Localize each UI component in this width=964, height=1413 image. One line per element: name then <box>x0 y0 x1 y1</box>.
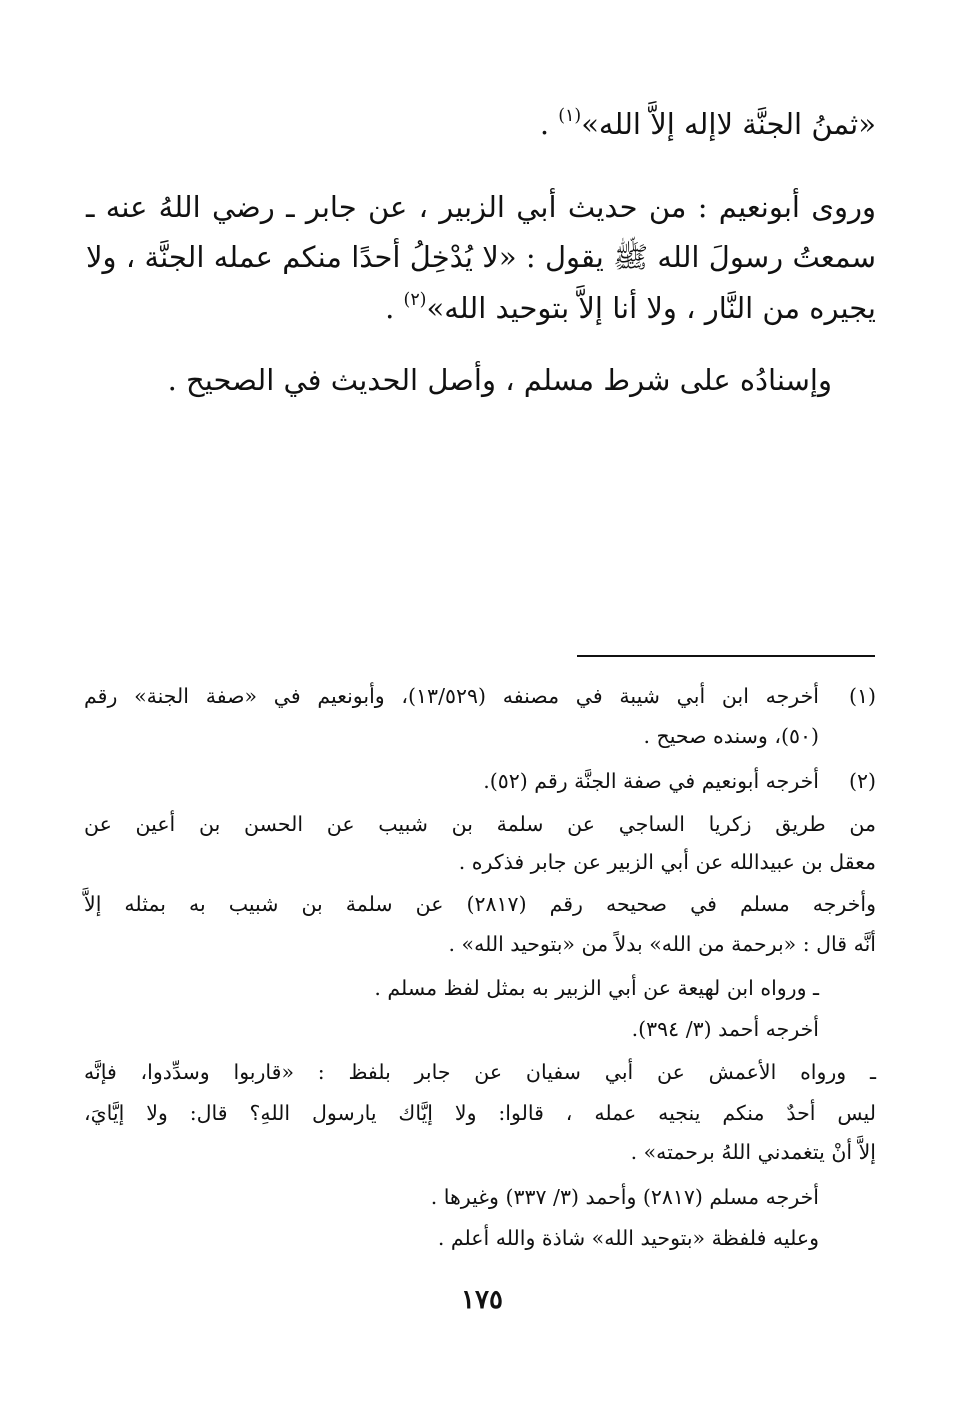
footnote-number-2: (٢) <box>848 769 876 793</box>
footnote-1-line-2: (٥٠)، وسنده صحيح . <box>643 724 819 748</box>
footnote-2-line-3: معقل بن عبيدالله عن أبي الزبير عن جابر فذكره . <box>458 850 876 874</box>
footnote-2-line-4: وأخرجه مسلم في صحيحه رقم (٢٨١٧) عن سلمة بن شبيب به بمثله إلاَّ <box>84 892 876 916</box>
main-line-2: وروى أبونعيم : من حديث أبي الزبير ، عن جابر ـ رضي اللهُ عنه ـ <box>86 190 876 224</box>
footnote-1-line-1: أخرجه ابن أبي شيبة في مصنفه (١٣/٥٢٩)، وأبونعيم في «صفة الجنة» رقم <box>84 684 819 708</box>
main-line-4: يجيره من النَّار ، ولا أنا إلاَّ بتوحيد الله»$^{(٢)}$ . <box>385 289 876 325</box>
footnote-2-line-6: ـ ورواه ابن لهيعة عن أبي الزبير به بمثل لفظ مسلم . <box>374 976 819 1000</box>
footnote-2-line-1: أخرجه أبونعيم في صفة الجنَّة رقم (٥٢). <box>483 769 819 793</box>
main-line-3: سمعتُ رسولَ الله ﷺ يقول : «لا يُدْخِلُ أحدًا منكم عمله الجنَّة ، ولا <box>86 240 876 274</box>
footnote-2-line-2: من طريق زكريا الساجي عن سلمة بن شبيب عن الحسن بن أعين عن <box>84 812 876 836</box>
footnote-2-line-10: إلاَّ أنْ يتغمدني اللهُ برحمته» . <box>630 1140 876 1164</box>
footnote-2-line-8: ـ ورواه الأعمش عن أبي سفيان عن جابر بلفظ : «قاربوا وسدِّدوا، فإنَّه <box>84 1060 876 1084</box>
main-line-1: «ثمنُ الجنَّة لاإله إلاَّ الله»$^{(١)}$ . <box>539 105 876 141</box>
footnote-2-line-11: أخرجه مسلم (٢٨١٧) وأحمد (٣/ ٣٣٧) وغيرها . <box>430 1185 819 1209</box>
footnote-2-line-12: وعليه فلفظة «بتوحيد الله» شاذة والله أعلم . <box>437 1226 819 1250</box>
footnote-2-line-9: ليس أحدٌ منكم ينجيه عمله ، قالوا: ولا إيَّاك يارسول اللهِ؟ قال: ولا إيَّايَ، <box>84 1101 876 1125</box>
footnote-ref-2[interactable]: (٢) <box>403 289 427 310</box>
footnote-number-1: (١) <box>848 684 876 708</box>
footnote-2-line-5: أنَّه قال : «برحمة من الله» بدلاً من «بتوحيد الله» . <box>448 932 876 956</box>
main-line-5: وإسنادُه على شرط مسلم ، وأصل الحديث في الصحيح . <box>167 363 832 397</box>
footnote-2-line-7: أخرجه أحمد (٣/ ٣٩٤). <box>631 1017 819 1041</box>
page-number: ١٧٥ <box>461 1285 503 1315</box>
quote-text: «ثمنُ الجنَّة لاإله إلاَّ الله» <box>581 107 876 141</box>
footnote-separator <box>577 655 875 657</box>
footnote-ref-1[interactable]: (١) <box>558 105 582 126</box>
